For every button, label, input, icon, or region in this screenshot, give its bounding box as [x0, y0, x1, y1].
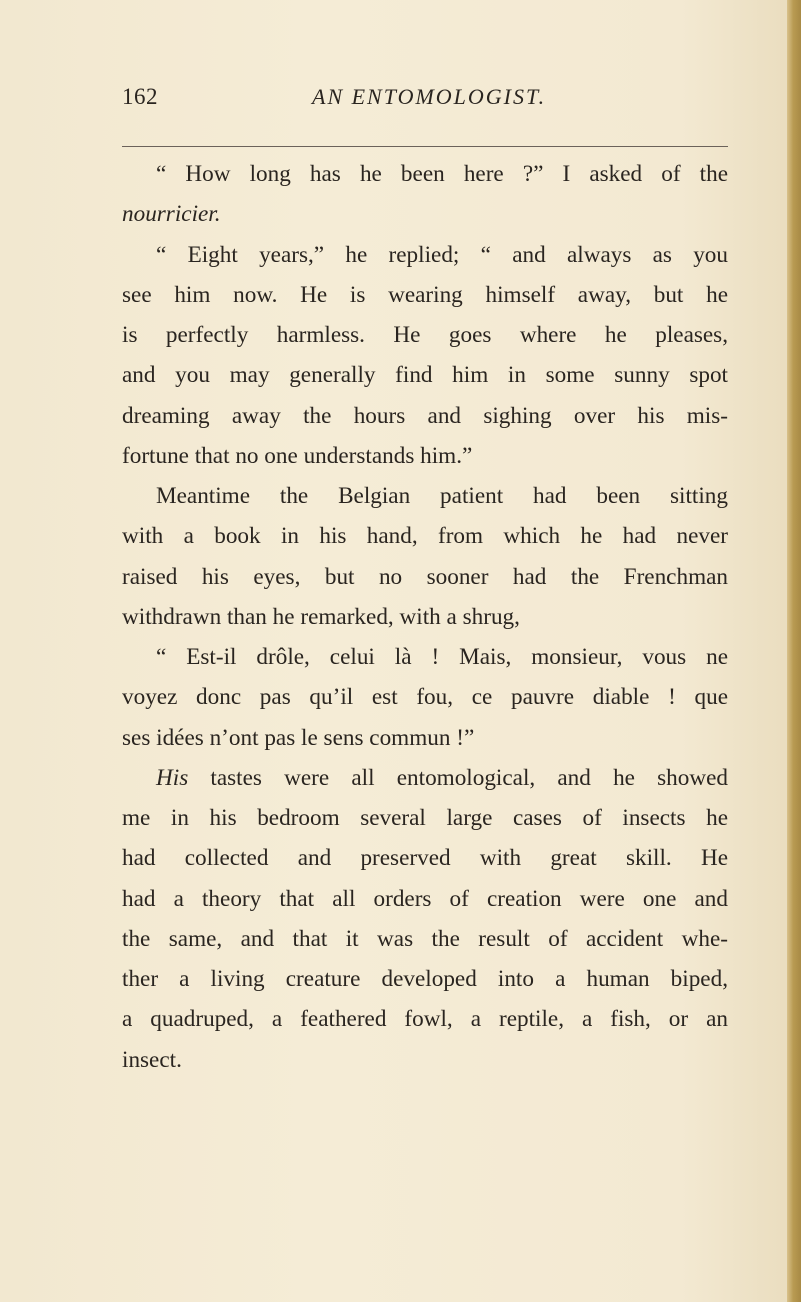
text-line: insect. — [122, 1046, 182, 1073]
page-number: 162 — [122, 84, 158, 109]
text-line: nourricier. — [122, 201, 221, 228]
text-line: ther a living creature developed into a human biped, — [122, 966, 728, 992]
text-line: voyez donc pas qu’il est fou, ce pauvre diable ! que — [122, 684, 728, 711]
text-line: “ How long has he been here ?” I asked of the — [156, 161, 728, 187]
page-header — [122, 84, 728, 118]
page-edge — [787, 0, 801, 1302]
text-line: had a theory that all orders of creation were one and — [122, 885, 728, 912]
text-line: ses idées n’ont pas le sens commun !” — [122, 724, 475, 751]
text-line: fortune that no one understands him.” — [122, 442, 473, 469]
text-line: see him now. He is wearing himself away, but he — [122, 281, 728, 308]
text-line: “ Eight years,” he replied; “ and always as you — [156, 241, 728, 268]
emphasis-word: His — [156, 764, 189, 791]
text-line: Meantime the Belgian patient had been sitting — [156, 483, 728, 509]
text-line: and you may generally find him in some sunny spot — [122, 362, 728, 389]
text-line — [122, 758, 728, 798]
text-line: “ Est-il drôle, celui là ! Mais, monsieur, vous ne — [156, 644, 728, 670]
header-rule — [122, 146, 728, 147]
text-span: tastes were all entomological, and he showed — [188, 764, 728, 791]
text-line: me in his bedroom several large cases of insects he — [122, 805, 728, 831]
body-text — [122, 154, 728, 1080]
text-line: dreaming away the hours and sighing over his mis- — [122, 402, 728, 429]
text-line: had collected and preserved with great skill. He — [122, 845, 728, 872]
text-line: a quadruped, a feathered fowl, a reptile, a fish, or an — [122, 1006, 728, 1033]
running-head: AN ENTOMOLOGIST. — [312, 84, 547, 109]
text-line: raised his eyes, but no sooner had the Frenchman — [122, 563, 728, 590]
text-line: the same, and that it was the result of accident whe- — [122, 925, 728, 952]
text-line: is perfectly harmless. He goes where he pleases, — [122, 322, 728, 348]
text-line: with a book in his hand, from which he had never — [122, 523, 728, 550]
text-line: withdrawn than he remarked, with a shrug, — [122, 603, 520, 630]
